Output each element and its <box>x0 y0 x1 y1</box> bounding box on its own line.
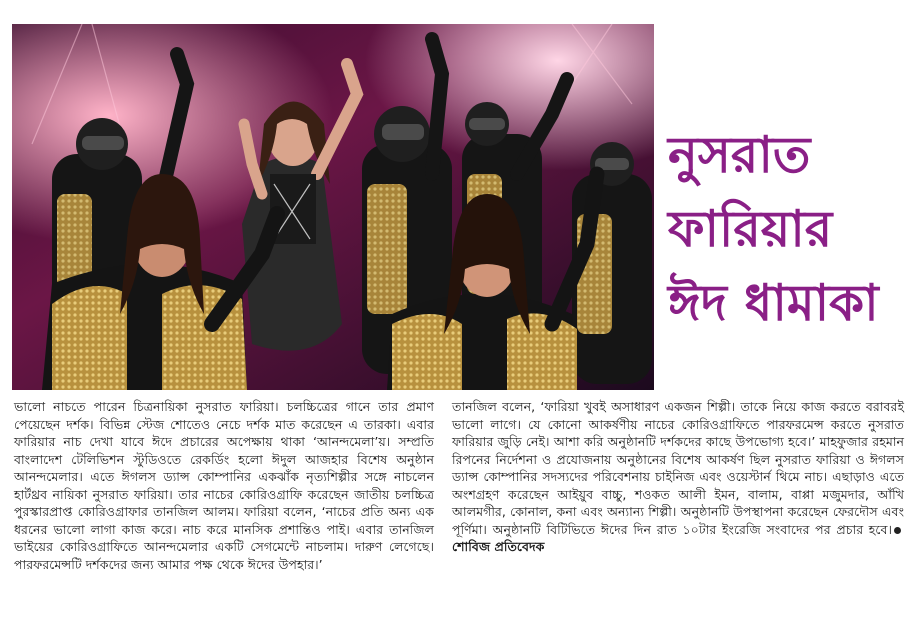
headline-line-3: ঈদ ধামাকা <box>668 274 879 332</box>
headline-line-1: নুসরাত <box>668 126 811 184</box>
bullet-icon <box>894 527 901 534</box>
headline <box>668 118 908 340</box>
article-text-right: তানজিল বলেন, ‘ফারিয়া খুবই অসাধারণ একজন শিল্পী। তাকে নিয়ে কাজ করতে বরাবরই ভালো লাগে। যে কোনো আকর্ষণীয় নাচের কোরিওগ্রাফিতে পারফরমেন্স করতে নুসরাত ফারিয়ার জুড়ি নেই। আশা করি অনুষ্ঠানটি দর্শকদের কাছে উপভোগ্য হবে।’ মাহফুজার রহমান রিপনের নির্দেশনা ও প্রযোজনায় অনুষ্ঠানের বিশেষ আকর্ষণ ছিল নুসরাত ফারিয়া ও ঈগলস ড্যান্স কোম্পানির সদস্যদের পরিবেশনায় চাইনিজ এবং ওয়েস্টার্ন থিমে নাচ। এছাড়াও এতে অংশগ্রহণ করেছেন আইয়ুব বাচ্চু, শওকত আলী ইমন, বালাম, বাপ্পা মজুমদার, আঁখি আলমগীর, কোনাল, কনা এবং অন্যান্য শিল্পী। অনুষ্ঠানটি উপস্থাপনা করেছেন ফেরদৌস এবং পূর্ণিমা। অনুষ্ঠানটি বিটিভিতে ঈদের দিন রাত ১০টার ইংরেজি সংবাদের পর প্রচার হবে। <box>452 399 904 537</box>
byline: শোবিজ প্রতিবেদক <box>452 539 545 554</box>
stage-photo-illustration <box>12 24 654 390</box>
article-paragraph-right <box>452 398 904 556</box>
article-column-left <box>14 398 434 573</box>
dance-performance-photo <box>12 24 654 390</box>
article-column-right <box>452 398 904 556</box>
article-paragraph-left: ভালো নাচতে পারেন চিত্রনায়িকা নুসরাত ফারিয়া। চলচ্চিত্রের গানে তার প্রমাণ পেয়েছেন দর্শক। বিভিন্ন স্টেজ শোতেও নেচে দর্শক মাত করেছেন এ তারকা। এবার ফারিয়ার নাচ দেখা যাবে ঈদে প্রচারের অপেক্ষায় থাকা ‘আনন্দমেলা’য়। সম্প্রতি বাংলাদেশ টেলিভিশন স্টুডিওতে রেকর্ডিং হলো ঈদুল আজহার বিশেষ অনুষ্ঠান আনন্দমেলার। এতে ঈগলস ড্যান্স কোম্পানির একঝাঁক নৃত্যশিল্পীর সঙ্গে নাচলেন হার্টথ্রব নায়িকা নুসরাত ফারিয়া। তার নাচের কোরিওগ্রাফি করেছেন জাতীয় চলচ্চিত্র পুরস্কারপ্রাপ্ত কোরিওগ্রাফার তানজিল আলম। ফারিয়া বলেন, ‘নাচের প্রতি অন্য এক ধরনের ভালো লাগা কাজ করে। নাচ করে মানসিক প্রশান্তিও পাই। এবার তানজিল ভাইয়ের কোরিওগ্রাফিতে আনন্দমেলার একটি সেগমেন্টে নাচলাম। দারুণ লেগেছে। পারফরমেন্সটি দর্শকদের জন্য আমার পক্ষ থেকে ঈদের উপহার।’ <box>14 399 434 572</box>
headline-line-2: ফারিয়ার <box>668 200 833 258</box>
